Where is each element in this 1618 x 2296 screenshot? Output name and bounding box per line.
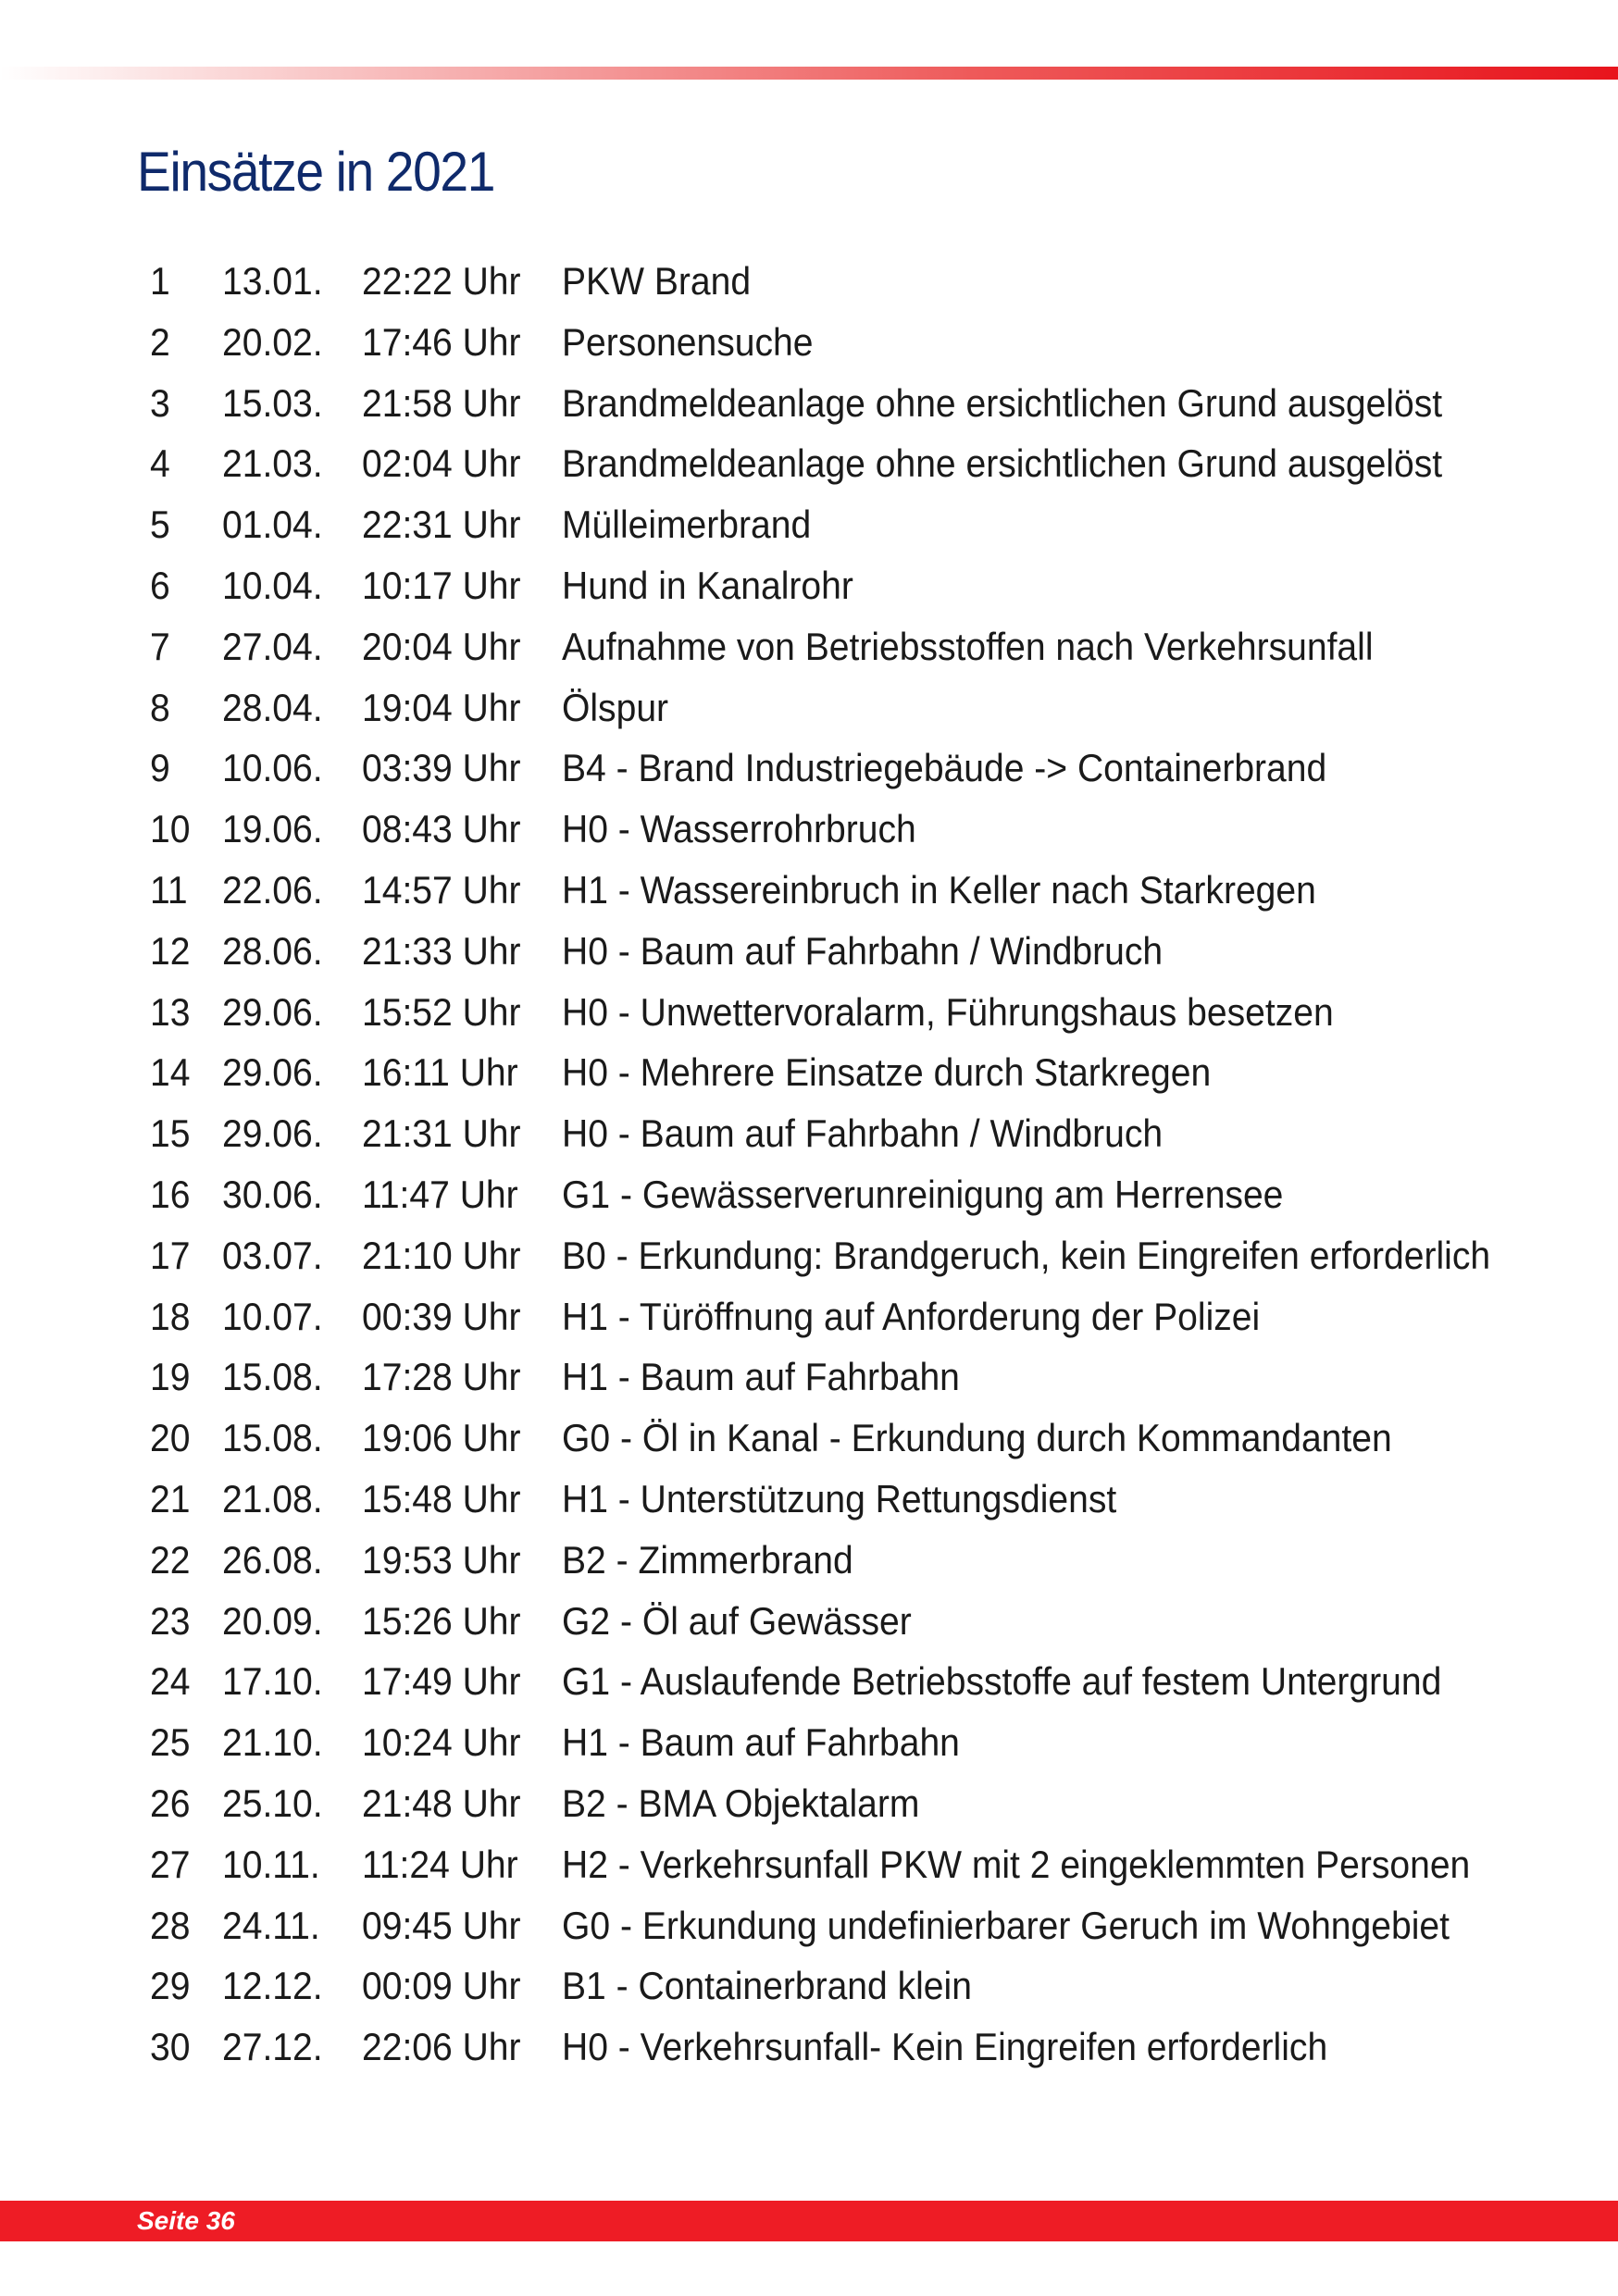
mission-time: 16:11 Uhr: [362, 1050, 518, 1095]
mission-time: 21:33 Uhr: [362, 928, 521, 973]
mission-number: 13: [150, 989, 191, 1034]
mission-number: 23: [150, 1598, 191, 1643]
mission-description: Mülleimerbrand: [562, 503, 812, 547]
mission-number: 5: [150, 503, 170, 547]
mission-date: 28.06.: [222, 928, 323, 973]
mission-description: B2 - BMA Objektalarm: [562, 1781, 920, 1825]
mission-time: 11:47 Uhr: [362, 1172, 518, 1216]
mission-number: 19: [150, 1355, 191, 1399]
mission-number: 28: [150, 1903, 191, 1947]
list-item: [0, 921, 1618, 982]
mission-number: 11: [150, 867, 188, 912]
list-item: [0, 1712, 1618, 1773]
mission-description: Brandmeldeanlage ohne ersichtlichen Grund ausgelöst: [562, 380, 1443, 425]
list-item: [0, 373, 1618, 434]
list-item: [0, 738, 1618, 799]
mission-description: Brandmeldeanlage ohne ersichtlichen Grund ausgelöst: [562, 441, 1443, 486]
mission-date: 21.03.: [222, 441, 323, 486]
mission-date: 19.06.: [222, 807, 323, 851]
list-item: [0, 1408, 1618, 1469]
mission-date: 01.04.: [222, 503, 323, 547]
mission-number: 2: [150, 319, 170, 364]
list-item: [0, 433, 1618, 494]
mission-time: 00:09 Uhr: [362, 1964, 521, 2008]
mission-number: 6: [150, 563, 170, 607]
mission-date: 26.08.: [222, 1537, 323, 1582]
mission-time: 02:04 Uhr: [362, 441, 521, 486]
mission-number: 14: [150, 1050, 191, 1095]
page-title: Einsätze in 2021: [137, 141, 495, 203]
list-item: [0, 1225, 1618, 1286]
mission-description: B0 - Erkundung: Brandgeruch, kein Eingreifen erforderlich: [562, 1233, 1491, 1277]
mission-time: 22:06 Uhr: [362, 2025, 521, 2069]
mission-date: 13.01.: [222, 259, 323, 303]
mission-time: 15:26 Uhr: [362, 1598, 521, 1643]
mission-date: 15.08.: [222, 1416, 323, 1460]
mission-description: H0 - Baum auf Fahrbahn / Windbruch: [562, 928, 1164, 973]
mission-description: Ölspur: [562, 685, 669, 729]
list-item: [0, 1773, 1618, 1834]
mission-description: H1 - Unterstützung Rettungsdienst: [562, 1476, 1117, 1520]
mission-date: 20.02.: [222, 319, 323, 364]
mission-date: 30.06.: [222, 1172, 323, 1216]
list-item: [0, 2017, 1618, 2078]
mission-description: H1 - Wassereinbruch in Keller nach Starkregen: [562, 867, 1316, 912]
mission-time: 10:17 Uhr: [362, 563, 521, 607]
mission-date: 27.04.: [222, 624, 323, 668]
mission-time: 03:39 Uhr: [362, 746, 521, 790]
mission-time: 08:43 Uhr: [362, 807, 521, 851]
mission-description: PKW Brand: [562, 259, 752, 303]
mission-time: 10:24 Uhr: [362, 1720, 521, 1765]
mission-number: 21: [150, 1476, 191, 1520]
mission-description: H1 - Türöffnung auf Anforderung der Polizei: [562, 1294, 1261, 1338]
mission-description: H2 - Verkehrsunfall PKW mit 2 eingeklemmten Personen: [562, 1842, 1471, 1886]
mission-date: 10.11.: [222, 1842, 320, 1886]
list-item: [0, 555, 1618, 616]
mission-date: 17.10.: [222, 1659, 323, 1704]
mission-number: 10: [150, 807, 191, 851]
mission-description: Hund in Kanalrohr: [562, 563, 853, 607]
mission-date: 21.08.: [222, 1476, 323, 1520]
header-accent-bar: [0, 67, 1618, 80]
mission-number: 16: [150, 1172, 191, 1216]
mission-time: 11:24 Uhr: [362, 1842, 518, 1886]
mission-date: 12.12.: [222, 1964, 323, 2008]
mission-time: 22:22 Uhr: [362, 259, 521, 303]
mission-date: 10.04.: [222, 563, 323, 607]
mission-date: 29.06.: [222, 989, 323, 1034]
list-item: [0, 1042, 1618, 1103]
list-item: [0, 251, 1618, 312]
mission-date: 22.06.: [222, 867, 323, 912]
mission-description: B2 - Zimmerbrand: [562, 1537, 853, 1582]
mission-date: 03.07.: [222, 1233, 323, 1277]
mission-time: 09:45 Uhr: [362, 1903, 521, 1947]
mission-number: 15: [150, 1111, 191, 1156]
mission-number: 27: [150, 1842, 191, 1886]
mission-time: 19:53 Uhr: [362, 1537, 521, 1582]
list-item: [0, 1530, 1618, 1591]
mission-time: 17:28 Uhr: [362, 1355, 521, 1399]
list-item: [0, 494, 1618, 555]
mission-date: 25.10.: [222, 1781, 323, 1825]
list-item: [0, 1347, 1618, 1408]
mission-date: 29.06.: [222, 1111, 323, 1156]
mission-number: 1: [150, 259, 170, 303]
mission-date: 20.09.: [222, 1598, 323, 1643]
mission-description: H1 - Baum auf Fahrbahn: [562, 1720, 960, 1765]
mission-number: 4: [150, 441, 170, 486]
mission-description: H0 - Verkehrsunfall- Kein Eingreifen erforderlich: [562, 2025, 1328, 2069]
mission-date: 21.10.: [222, 1720, 323, 1765]
mission-number: 24: [150, 1659, 191, 1704]
mission-time: 21:48 Uhr: [362, 1781, 521, 1825]
mission-number: 12: [150, 928, 191, 973]
mission-number: 25: [150, 1720, 191, 1765]
mission-number: 17: [150, 1233, 191, 1277]
list-item: [0, 312, 1618, 373]
list-item: [0, 1955, 1618, 2017]
footer-bar: [0, 2201, 1618, 2241]
mission-description: G1 - Gewässerverunreinigung am Herrensee: [562, 1172, 1284, 1216]
mission-time: 21:31 Uhr: [362, 1111, 521, 1156]
list-item: [0, 799, 1618, 860]
mission-number: 7: [150, 624, 170, 668]
list-item: [0, 1591, 1618, 1652]
list-item: [0, 1469, 1618, 1530]
list-item: [0, 982, 1618, 1043]
mission-time: 17:49 Uhr: [362, 1659, 521, 1704]
mission-number: 26: [150, 1781, 191, 1825]
mission-list: [0, 251, 1618, 2078]
mission-date: 10.06.: [222, 746, 323, 790]
mission-time: 21:10 Uhr: [362, 1233, 521, 1277]
mission-number: 3: [150, 380, 170, 425]
list-item: [0, 677, 1618, 738]
mission-time: 14:57 Uhr: [362, 867, 521, 912]
mission-description: Personensuche: [562, 319, 814, 364]
list-item: [0, 1834, 1618, 1895]
mission-number: 22: [150, 1537, 191, 1582]
mission-date: 15.08.: [222, 1355, 323, 1399]
mission-time: 22:31 Uhr: [362, 503, 521, 547]
list-item: [0, 1103, 1618, 1164]
page-number: Seite 36: [137, 2206, 235, 2235]
mission-description: H0 - Unwettervoralarm, Führungshaus besetzen: [562, 989, 1334, 1034]
mission-date: 15.03.: [222, 380, 323, 425]
mission-number: 8: [150, 685, 170, 729]
mission-time: 15:48 Uhr: [362, 1476, 521, 1520]
mission-description: H0 - Baum auf Fahrbahn / Windbruch: [562, 1111, 1164, 1156]
list-item: [0, 1286, 1618, 1347]
mission-date: 10.07.: [222, 1294, 323, 1338]
mission-description: B1 - Containerbrand klein: [562, 1964, 972, 2008]
list-item: [0, 1164, 1618, 1225]
mission-time: 17:46 Uhr: [362, 319, 521, 364]
mission-date: 29.06.: [222, 1050, 323, 1095]
mission-description: H0 - Wasserrohrbruch: [562, 807, 916, 851]
mission-description: G0 - Erkundung undefinierbarer Geruch im Wohngebiet: [562, 1903, 1450, 1947]
mission-time: 00:39 Uhr: [362, 1294, 521, 1338]
list-item: [0, 860, 1618, 921]
mission-date: 24.11.: [222, 1903, 320, 1947]
mission-description: G0 - Öl in Kanal - Erkundung durch Kommandanten: [562, 1416, 1392, 1460]
mission-number: 20: [150, 1416, 191, 1460]
mission-time: 20:04 Uhr: [362, 624, 521, 668]
mission-time: 21:58 Uhr: [362, 380, 521, 425]
mission-number: 29: [150, 1964, 191, 2008]
mission-date: 27.12.: [222, 2025, 323, 2069]
mission-description: G2 - Öl auf Gewässer: [562, 1598, 912, 1643]
mission-number: 30: [150, 2025, 191, 2069]
mission-time: 15:52 Uhr: [362, 989, 521, 1034]
list-item: [0, 1651, 1618, 1712]
mission-number: 9: [150, 746, 170, 790]
mission-description: H0 - Mehrere Einsatze durch Starkregen: [562, 1050, 1212, 1095]
list-item: [0, 1895, 1618, 1956]
mission-number: 18: [150, 1294, 191, 1338]
mission-description: Aufnahme von Betriebsstoffen nach Verkehrsunfall: [562, 624, 1374, 668]
mission-date: 28.04.: [222, 685, 323, 729]
mission-time: 19:06 Uhr: [362, 1416, 521, 1460]
mission-time: 19:04 Uhr: [362, 685, 521, 729]
list-item: [0, 616, 1618, 677]
mission-description: G1 - Auslaufende Betriebsstoffe auf festem Untergrund: [562, 1659, 1442, 1704]
mission-description: B4 - Brand Industriegebäude -> Containerbrand: [562, 746, 1327, 790]
mission-description: H1 - Baum auf Fahrbahn: [562, 1355, 960, 1399]
